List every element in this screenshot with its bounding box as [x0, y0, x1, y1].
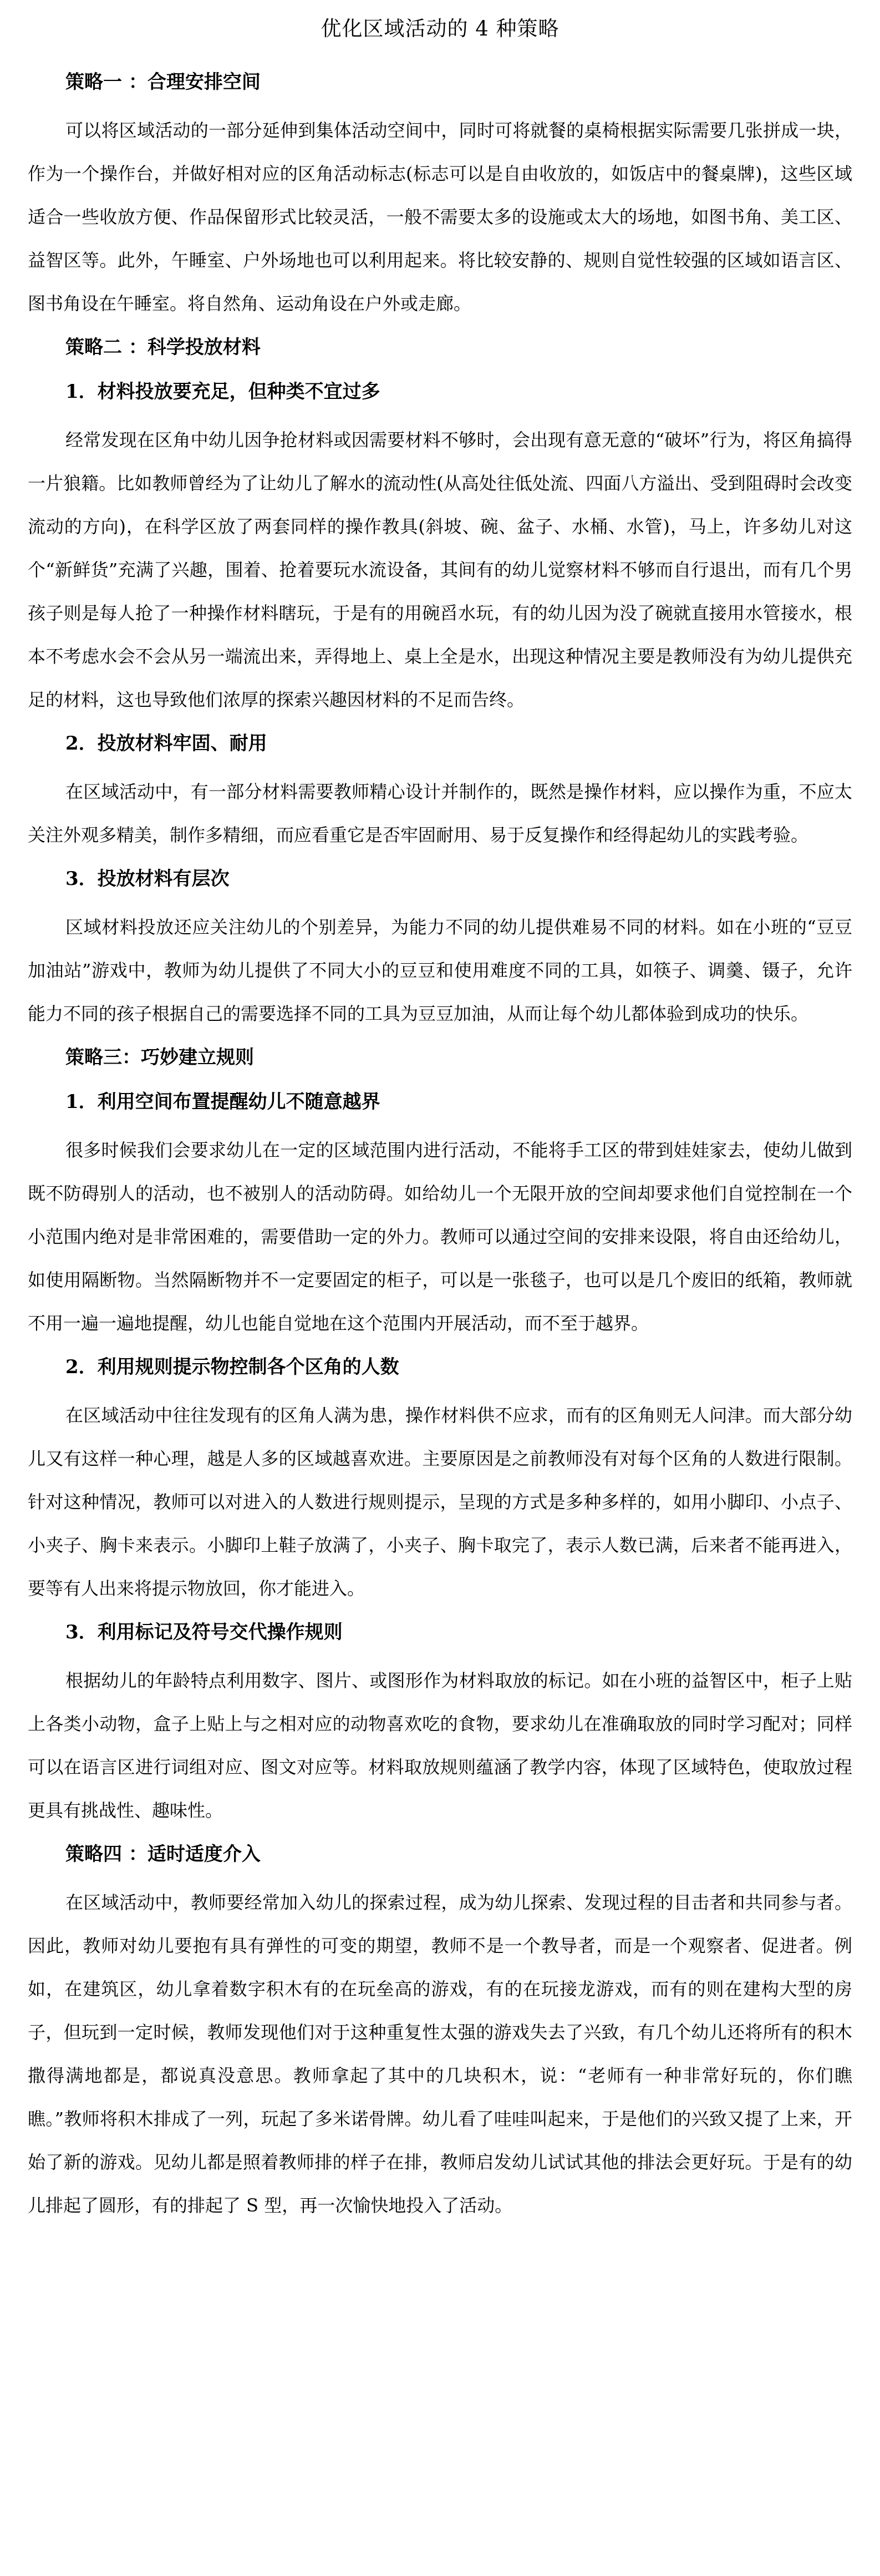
section-heading: 2．利用规则提示物控制各个区角的人数 — [65, 1356, 399, 1378]
section-heading: 1．材料投放要充足，但种类不宜过多 — [65, 381, 380, 403]
section-heading: 2．投放材料牢固、耐用 — [65, 732, 267, 755]
section-heading: 1．利用空间布置提醒幼儿不随意越界 — [65, 1091, 380, 1113]
body-paragraph: 可以将区域活动的一部分延伸到集体活动空间中，同时可将就餐的桌椅根据实际需要几张拼成一块，作为一个操作台，并做好相对应的区角活动标志(标志可以是自由收放的，如饭店中的餐桌牌)，这些区域适合一些收放方便、作品保留形式比较灵活，一般不需要太多的设施或太大的场地，如图书角、美工区、益智区等。此外，午睡室、户外场地也可以利用起来。将比较安静的、规则自觉性较强的区域如语言区、图书角设在午睡室。将自然角、运动角设在户外或走廊。 — [28, 120, 852, 314]
section-heading: 策略二 ：科学投放材料 — [65, 336, 261, 358]
document-page — [28, 13, 852, 2231]
body-paragraph: 根据幼儿的年龄特点利用数字、图片、或图形作为材料取放的标记。如在小班的益智区中，柜子上贴上各类小动物，盒子上贴上与之相对应的动物喜欢吃的食物，要求幼儿在准确取放的同时学习配对；同样可以在语言区进行词组对应、图文对应等。材料取放规则蕴涵了教学内容，体现了区域特色，使取放过程更具有挑战性、趣味性。 — [28, 1670, 852, 1821]
document-title: 优化区域活动的 4 种策略 — [321, 17, 559, 41]
body-paragraph: 在区域活动中往往发现有的区角人满为患，操作材料供不应求，而有的区角则无人问津。而大部分幼儿又有这样一种心理，越是人多的区域越喜欢进。主要原因是之前教师没有对每个区角的人数进行限制。针对这种情况，教师可以对进入的人数进行规则提示，呈现的方式是多种多样的，如用小脚印、小点子、小夹子、胸卡来表示。小脚印上鞋子放满了，小夹子、胸卡取完了，表示人数已满，后来者不能再进入，要等有人出来将提示物放回，你才能进入。 — [28, 1405, 852, 1599]
body-paragraph: 区域材料投放还应关注幼儿的个别差异，为能力不同的幼儿提供难易不同的材料。如在小班的“豆豆加油站”游戏中，教师为幼儿提供了不同大小的豆豆和使用难度不同的工具，如筷子、调羹、镊子，允许能力不同的孩子根据自己的需要选择不同的工具为豆豆加油，从而让每个幼儿都体验到成功的快乐。 — [28, 917, 852, 1024]
body-paragraph: 很多时候我们会要求幼儿在一定的区域范围内进行活动，不能将手工区的带到娃娃家去，使幼儿做到既不防碍别人的活动，也不被别人的活动防碍。如给幼儿一个无限开放的空间却要求他们自觉控制在一个小范围内绝对是非常困难的，需要借助一定的外力。教师可以通过空间的安排来设限，将自由还给幼儿，如使用隔断物。当然隔断物并不一定要固定的柜子，可以是一张毯子，也可以是几个废旧的纸箱，教师就不用一遍一遍地提醒，幼儿也能自觉地在这个范围内开展活动，而不至于越界。 — [28, 1140, 852, 1334]
section-heading: 策略四 ：适时适度介入 — [65, 1843, 261, 1865]
section-heading: 3．利用标记及符号交代操作规则 — [65, 1621, 343, 1643]
section-heading: 策略三：巧妙建立规则 — [65, 1046, 254, 1069]
body-paragraph: 经常发现在区角中幼儿因争抢材料或因需要材料不够时，会出现有意无意的“破坏”行为，将区角搞得一片狼籍。比如教师曾经为了让幼儿了解水的流动性(从高处往低处流、四面八方溢出、受到阻碍时会改变流动的方向)，在科学区放了两套同样的操作教具(斜坡、碗、盆子、水桶、水管)，马上，许多幼儿对这个“新鲜货”充满了兴趣，围着、抢着要玩水流设备，其间有的幼儿觉察材料不够而自行退出，而有几个男孩子则是每人抢了一种操作材料瞎玩，于是有的用碗舀水玩，有的幼儿因为没了碗就直接用水管接水，根本不考虑水会不会从另一端流出来，弄得地上、桌上全是水，出现这种情况主要是教师没有为幼儿提供充足的材料，这也导致他们浓厚的探索兴趣因材料的不足而告终。 — [28, 429, 852, 710]
document-body — [28, 64, 852, 2227]
section-heading: 策略一 ：合理安排空间 — [65, 71, 261, 93]
body-paragraph: 在区域活动中，教师要经常加入幼儿的探索过程，成为幼儿探索、发现过程的目击者和共同参与者。因此，教师对幼儿要抱有具有弹性的可变的期望，教师不是一个教导者，而是一个观察者、促进者。例如，在建筑区，幼儿拿着数字积木有的在玩垒高的游戏，有的在玩接龙游戏，而有的则在建构大型的房子，但玩到一定时候，教师发现他们对于这种重复性太强的游戏失去了兴致，有几个幼儿还将所有的积木撒得满地都是，都说真没意思。教师拿起了其中的几块积木，说：“老师有一种非常好玩的，你们瞧瞧。”教师将积木排成了一列，玩起了多米诺骨牌。幼儿看了哇哇叫起来，于是他们的兴致又提了上来，开始了新的游戏。见幼儿都是照着教师排的样子在排，教师启发幼儿试试其他的排法会更好玩。于是有的幼儿排起了圆形，有的排起了 S 型，再一次愉快地投入了活动。 — [28, 1892, 852, 2216]
body-paragraph: 在区域活动中，有一部分材料需要教师精心设计并制作的，既然是操作材料，应以操作为重，不应太关注外观多精美，制作多精细，而应看重它是否牢固耐用、易于反复操作和经得起幼儿的实践考验。 — [28, 781, 852, 846]
section-heading: 3．投放材料有层次 — [65, 868, 230, 890]
